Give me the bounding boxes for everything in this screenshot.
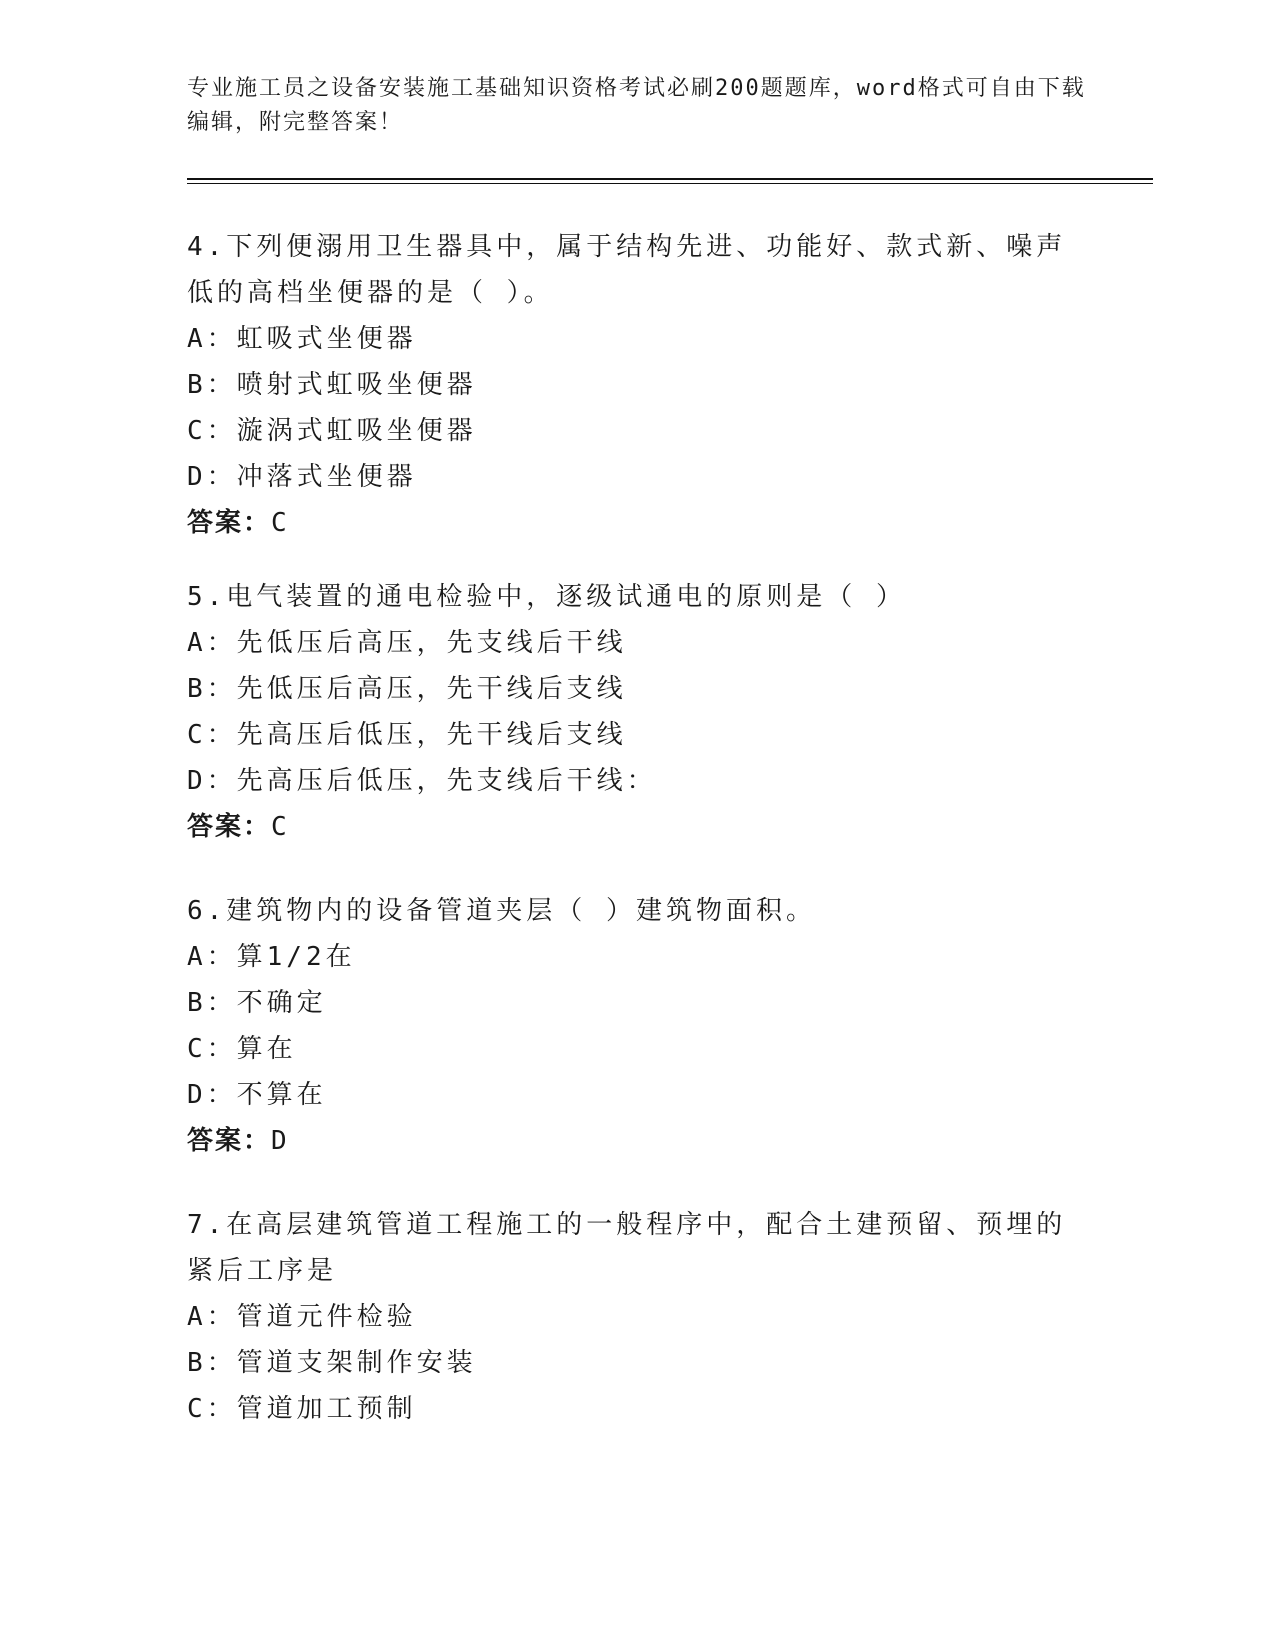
answer-label: 答案：	[187, 812, 272, 842]
document-header: 专业施工员之设备安装施工基础知识资格考试必刷200题题库，word格式可自由下载编辑，附完整答案！	[187, 76, 1086, 135]
option-b: B：喷射式虹吸坐便器	[187, 370, 477, 400]
option-c: C：算在	[187, 1034, 297, 1064]
question-4	[187, 224, 1087, 546]
answer-line	[187, 500, 1087, 546]
question-stem: 5.电气装置的通电检验中，逐级试通电的原则是（ ）	[187, 582, 906, 612]
option-a: A：管道元件检验	[187, 1302, 417, 1332]
question-6	[187, 888, 1087, 1164]
option-c: C：管道加工预制	[187, 1394, 417, 1424]
answer-value: D	[271, 1126, 289, 1156]
option-b: B：先低压后高压，先干线后支线	[187, 674, 627, 704]
option-b: B：管道支架制作安装	[187, 1348, 477, 1378]
question-stem: 4.下列便溺用卫生器具中，属于结构先进、功能好、款式新、噪声低的高档坐便器的是（ ）。	[187, 232, 1067, 308]
option-d: D：冲落式坐便器	[187, 462, 417, 492]
answer-value: C	[271, 508, 289, 538]
question-7	[187, 1202, 1087, 1432]
option-a: A：虹吸式坐便器	[187, 324, 417, 354]
option-d: D：先高压后低压，先支线后干线：	[187, 766, 657, 796]
option-a: A：算1/2在	[187, 942, 356, 972]
header-divider-thin	[187, 183, 1153, 184]
option-a: A：先低压后高压，先支线后干线	[187, 628, 627, 658]
answer-label: 答案：	[187, 508, 272, 538]
question-5	[187, 574, 1087, 850]
option-b: B：不确定	[187, 988, 327, 1018]
answer-value: C	[271, 812, 289, 842]
option-c: C：先高压后低压，先干线后支线	[187, 720, 627, 750]
answer-label: 答案：	[187, 1126, 272, 1156]
answer-line	[187, 804, 1087, 850]
question-stem: 7.在高层建筑管道工程施工的一般程序中，配合土建预留、预埋的紧后工序是	[187, 1210, 1067, 1286]
option-c: C：漩涡式虹吸坐便器	[187, 416, 477, 446]
question-stem: 6.建筑物内的设备管道夹层（ ）建筑物面积。	[187, 896, 816, 926]
option-d: D：不算在	[187, 1080, 327, 1110]
header-divider-thick	[187, 178, 1153, 180]
answer-line	[187, 1118, 1087, 1164]
